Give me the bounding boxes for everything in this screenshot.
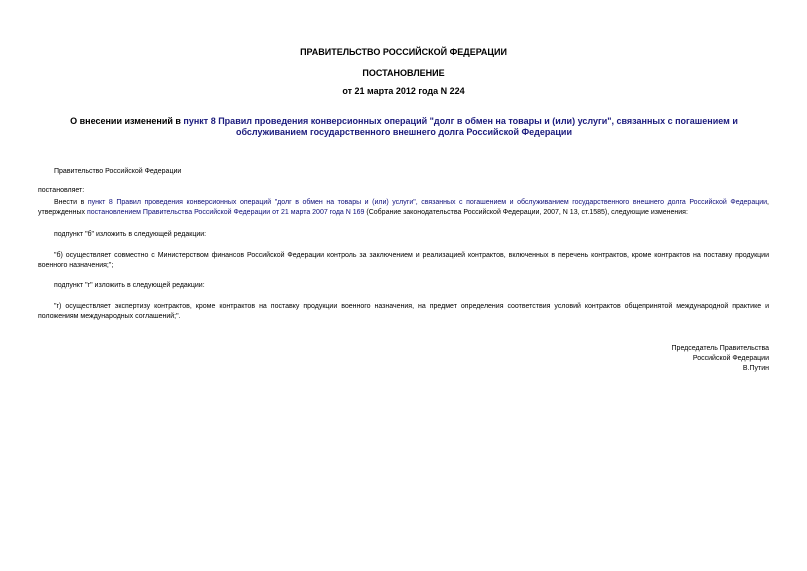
paragraph-subpoint-g-text [38, 302, 769, 322]
amendment-suffix: (Собрание законодательства Российской Федерации, 2007, N 13, ст.1585), следующие изменения: [364, 209, 688, 216]
subpoint-g-text: "г) осуществляет экспертизу контрактов, кроме контрактов на поставку продукции военного назначения, на предмет определения соответствия условий контрактов общепринятой международной практике и положениям международных соглашений;". [38, 303, 769, 320]
header-date-number: от 21 марта 2012 года N 224 [342, 86, 465, 96]
paragraph-amendment [38, 198, 769, 218]
amendment-link-rules[interactable]: пункт 8 Правил проведения конверсионных операций "долг в обмен на товары и (или) услуги", связанных с погашением и обслуживанием государственного внешнего долга Российской Федерации [87, 199, 768, 206]
title-prefix: О внесении изменений в [70, 116, 184, 126]
paragraph-government: Правительство Российской Федерации [54, 168, 182, 175]
amendment-link-resolution[interactable]: постановлением Правительства Российской Федерации от 21 марта 2007 года N 169 [87, 209, 365, 216]
amendment-mid: , утвержденных [38, 199, 769, 216]
paragraph-subpoint-b-text [38, 251, 769, 271]
document-title [34, 116, 774, 138]
paragraph-subpoint-g-intro: подпункт "г" изложить в следующей редакции: [54, 282, 205, 289]
subpoint-b-text: "б) осуществляет совместно с Министерством финансов Российской Федерации контроль за заключением и реализацией контрактов, включенных в перечень контрактов, кроме контрактов на поставку продукции военного назначения;"; [38, 252, 769, 269]
paragraph-subpoint-b-intro: подпункт "б" изложить в следующей редакции: [54, 231, 207, 238]
signature-name: В.Путин [742, 365, 769, 372]
signature-title-line1: Председатель Правительства [671, 345, 769, 352]
header-government: ПРАВИТЕЛЬСТВО РОССИЙСКОЙ ФЕДЕРАЦИИ [300, 47, 507, 57]
amendment-prefix: Внести в [54, 199, 88, 206]
signature-title-line2: Российской Федерации [692, 355, 769, 362]
paragraph-resolves: постановляет: [38, 187, 85, 194]
header-doc-type: ПОСТАНОВЛЕНИЕ [362, 68, 445, 78]
title-link[interactable]: пункт 8 Правил проведения конверсионных операций "долг в обмен на товары и (или) услуги", связанных с погашением и обслуживанием государственного внешнего долга Российской Федерации [183, 116, 738, 137]
